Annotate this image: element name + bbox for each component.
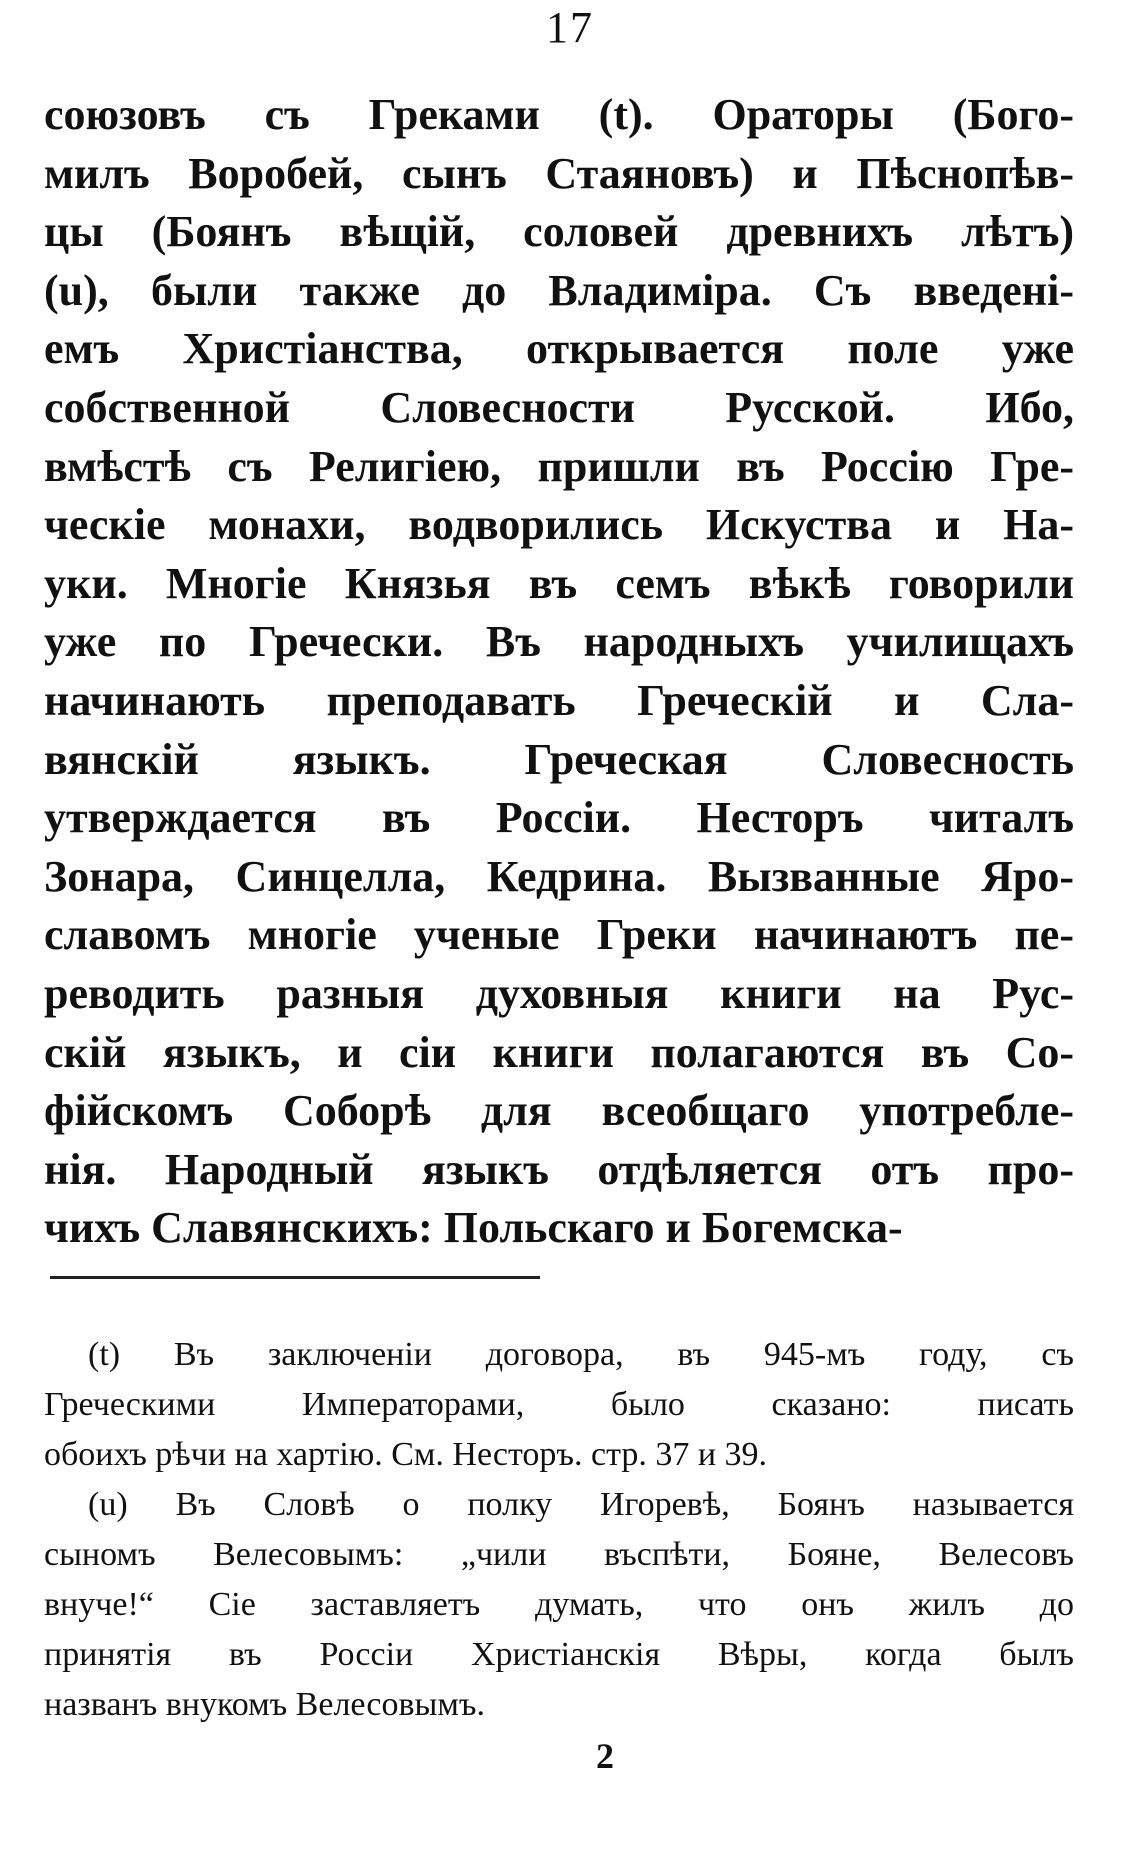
footnote-line: Греческими Императорами, было сказано: писать bbox=[44, 1386, 1074, 1423]
text-line: реводить разныя духовныя книги на Рус- bbox=[44, 968, 1074, 1018]
text-line: уже по Гречески. Въ народныхъ училищахъ bbox=[44, 617, 1074, 667]
text-line: вмѣстѣ съ Религіею, пришли въ Россію Гре- bbox=[44, 441, 1074, 491]
footnote-line: внуче!“ Сіе заставляетъ думать, что онъ жилъ до bbox=[44, 1586, 1074, 1623]
text-line: скій языкъ, и сіи книги полагаются въ Со- bbox=[44, 1027, 1074, 1077]
footnote-line: обоихъ рѣчи на хартію. См. Несторъ. стр. 37 и 39. bbox=[44, 1436, 768, 1473]
text-line: ческіе монахи, водворились Искуства и На- bbox=[44, 500, 1074, 550]
footnote-line: (u) Въ Словѣ о полку Игоревѣ, Боянъ называется bbox=[88, 1486, 1074, 1523]
text-line: чихъ Славянскихъ: Польскаго и Богемска- bbox=[44, 1203, 903, 1253]
footnote-divider bbox=[50, 1276, 540, 1279]
text-line: фійскомъ Соборѣ для всеобщаго употребле- bbox=[44, 1086, 1074, 1136]
text-line: славомъ многіе ученые Греки начинаютъ пе- bbox=[44, 910, 1074, 960]
text-line: емъ Христіанства, открывается поле уже bbox=[44, 324, 1074, 374]
main-text bbox=[44, 86, 1074, 1258]
text-line: Зонара, Синцелла, Кедрина. Вызванные Яро- bbox=[44, 851, 1074, 901]
text-line: союзовъ съ Греками (t). Ораторы (Бого- bbox=[44, 90, 1074, 139]
text-line: начинають преподавать Греческій и Сла- bbox=[44, 675, 1074, 725]
footnote-t bbox=[44, 1330, 1074, 1480]
footnotes bbox=[44, 1330, 1074, 1730]
text-line: нія. Народный языкъ отдѣляется отъ про- bbox=[44, 1144, 1074, 1194]
footnote-line: принятія въ Россіи Христіанскія Вѣры, когда былъ bbox=[44, 1636, 1074, 1673]
footnote-u bbox=[44, 1480, 1074, 1730]
footnote-line: названъ внукомъ Велесовымъ. bbox=[44, 1686, 485, 1723]
text-line: уки. Многіе Князья въ семъ вѣкѣ говорили bbox=[44, 558, 1074, 608]
footnote-line: (t) Въ заключеніи договора, въ 945-мъ году, съ bbox=[88, 1336, 1074, 1373]
footnote-line: сыномъ Велесовымъ: „чили въспѣти, Бояне, Велесовъ bbox=[44, 1536, 1074, 1573]
text-line: собственной Словесности Русской. Ибо, bbox=[44, 382, 1074, 432]
text-line: утверждается въ Россіи. Несторъ читалъ bbox=[44, 793, 1074, 843]
text-line: (u), были также до Владиміра. Съ введені- bbox=[44, 265, 1074, 315]
text-line: вянскій языкъ. Греческая Словесность bbox=[44, 734, 1074, 784]
text-line: цы (Боянъ вѣщій, соловей древнихъ лѣтъ) bbox=[44, 207, 1074, 257]
text-line: милъ Воробей, сынъ Стаяновъ) и Пѣснопѣв- bbox=[44, 148, 1074, 198]
signature-mark: 2 bbox=[596, 1736, 614, 1776]
page-number: 17 bbox=[546, 3, 594, 52]
